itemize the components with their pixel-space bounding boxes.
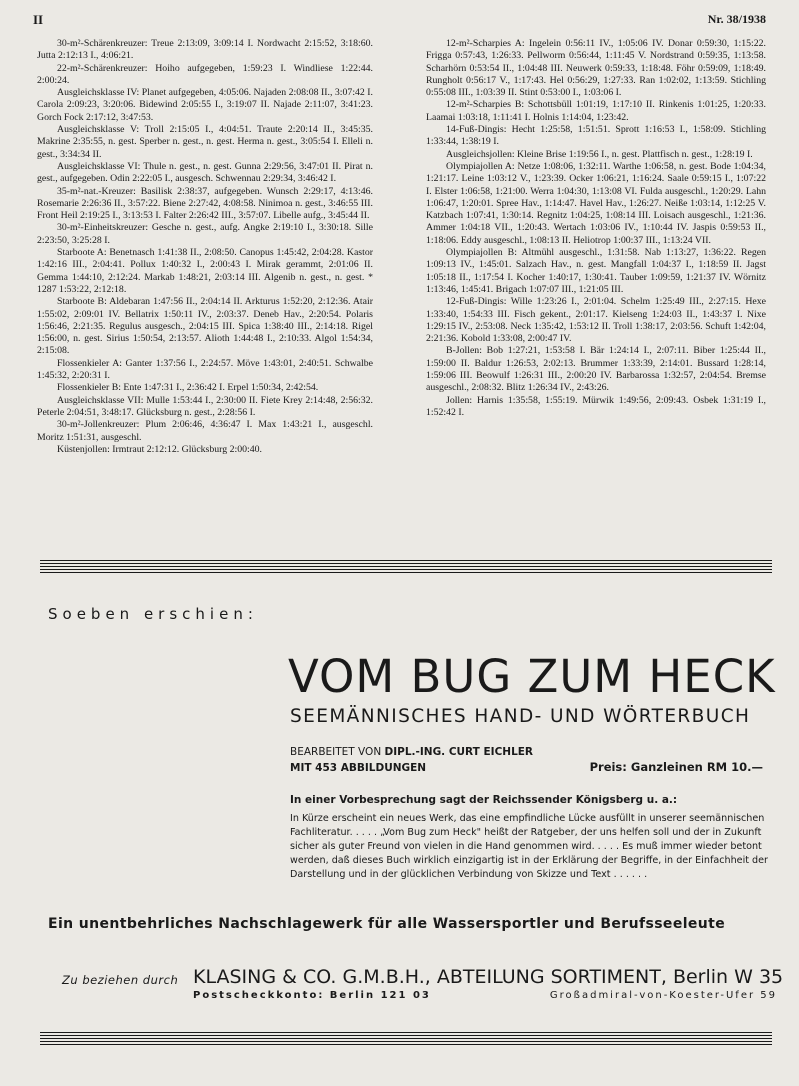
ad-slogan: Ein unentbehrliches Nachschlagewerk für alle Wassersportler und Berufsseeleute bbox=[48, 916, 726, 932]
review-text: In Kürze erscheint ein neues Werk, das eine empfindliche Lücke ausfüllt in unserer seemännischen Fachliteratur. . . . . „Vom Bug zum Heck" heißt der Ratgeber, der uns helfen soll und der in Zukunft sicher als guter Freund von vielen in die Hand genommen wird. . . . . Es muß immer wieder betont werden, daß dieses Buch wirklich einzigartig ist in der Erklärung der Begriffe, in der Einfachheit der Darstellung und in der glücklichen Verbindung von Skizze und Text . . . . . . bbox=[290, 813, 768, 880]
review-heading: In einer Vorbesprechung sagt der Reichssender Königsberg u. a.: bbox=[290, 794, 678, 806]
result-paragraph: B-Jollen: Bob 1:27:21, 1:53:58 I. Bär 1:24:14 I., 2:07:11. Biber 1:25:44 II., 1:59:00 II. Baldur 1:26:53, 2:02:13. Brummer 1:33:39, 2:14:01. Bussard 1:28:14, 1:59:06 III. Beowulf 1:26:31 III., 2:00:20 IV. Barbarossa 1:32:57, 2:04:54. Bremse ausgeschl., 2:08:32. Blitz 1:26:34 IV., 2:43:26. bbox=[426, 345, 766, 394]
results-column-left bbox=[37, 38, 373, 456]
result-paragraph: Olympiajollen B: Altmühl ausgeschl., 1:31:58. Nab 1:13:27, 1:36:22. Regen 1:09:13 IV., 1:45:01. Salzach Hav., n. gest. Mangfall 1:04:37 I., 1:18:59 II. Jagst 1:05:18 II., 1:17:54 I. Kocher 1:40:17, 1:30:41. Tauber 1:09:59, 1:21:37 IV. Wörnitz 1:13:46, 1:45:41. Brigach 1:07:07 III., 1:21:05 III. bbox=[426, 247, 766, 295]
book-subtitle: SEEMÄNNISCHES HAND- UND WÖRTERBUCH bbox=[290, 706, 751, 727]
result-paragraph: Starboote A: Benetnasch 1:41:38 II., 2:08:50. Canopus 1:45:42, 2:04:28. Kastor 1:42:16 III., 2:04:41. Pollux 1:40:32 I., 2:00:43 I. Mirak gerammt, 2:01:06 II. Gemma 1:44:10, 2:12:24. Markab 1:48:21, 2:03:14 III. Algenib n. gest., n. gest. * 1287 1:53:22, 2:12:18. bbox=[37, 247, 373, 295]
book-price: Preis: Ganzleinen RM 10.— bbox=[589, 760, 763, 774]
book-credits bbox=[290, 744, 533, 776]
result-paragraph: Küstenjollen: Irmtraut 2:12:12. Glücksburg 2:00:40. bbox=[57, 443, 262, 455]
result-paragraph: 30-m²-Einheitskreuzer: Gesche n. gest., aufg. Angke 2:19:10 I., 3:30:18. Sille 2:23:50, 3:25:28 I. bbox=[37, 222, 373, 246]
result-paragraph: 12-m²-Scharpies B: Schottsbüll 1:01:19, 1:17:10 II. Rinkenis 1:01:25, 1:20:33. Laamai 1:03:18, 1:11:41 I. Holnis 1:14:04, 1:23:42. bbox=[426, 99, 766, 123]
result-paragraph: Olympiajollen A: Netze 1:08:06, 1:32:11. Warthe 1:06:58, n. gest. Bode 1:04:34, 1:21:17. Leine 1:03:12 V., 1:23:39. Ocker 1:06:21, 1:16:24. Saale 0:59:15 I., 1:07:22 I. Elster 1:06:58, 1:21:00. Werra 1:04:30, 1:13:08 VI. Fulda ausgeschl., 1:20:29. Lahn 1:06:47, 1:20:01. Spree Hav., 1:14:47. Havel Hav., 1:26:27. Neiße 1:03:14, 1:12:25 V. Katzbach 1:07:41, 1:30:14. Regnitz 1:04:25, 1:08:14 III. Loisach ausgeschl., 1:21:36. Ammer 1:04:18 VII., 1:20:43. Wertach 1:03:06 IV., 1:10:44 IV. Jaspis 0:59:53 II., 1:18:06. Eddy ausgeschl., 1:08:13 II. Heliotrop 1:00:37 III., 1:13:24 VII. bbox=[426, 160, 766, 246]
issue-number: Nr. 38/1938 bbox=[707, 12, 766, 26]
editor-prefix: BEARBEITET VON bbox=[290, 746, 385, 758]
result-paragraph: Flossenkieler B: Ente 1:47:31 I., 2:36:42 I. Erpel 1:50:34, 2:42:54. bbox=[57, 382, 319, 394]
result-paragraph: 35-m²-nat.-Kreuzer: Basilisk 2:38:37, aufgegeben. Wunsch 2:29:17, 4:13:46. Rosemarie 2:26:36 II., 3:57:22. Biene 2:27:42, 4:08:58. Ninimoa n. gest., 3:46:55 III. Front Heil 2:19:25 I., 3:13:53 I. Falter 2:26:42 III., 3:57:07. Libelle aufg., 3:45:44 II. bbox=[37, 185, 373, 222]
page-number: II bbox=[33, 12, 44, 27]
decorative-rule-bottom bbox=[40, 1032, 772, 1046]
result-paragraph: 22-m²-Schärenkreuzer: Hoiho aufgegeben, 1:59:23 I. Windliese 1:22:44. 2:00:24. bbox=[37, 62, 373, 86]
decorative-rule-top bbox=[40, 560, 772, 574]
result-paragraph: Ausgleichsklasse VII: Mulle 1:53:44 I., 2:30:00 II. Fiete Krey 2:14:48, 2:56:32. Peterle 2:04:51, 3:48:17. Glücksburg n. gest., 2:28:56 I. bbox=[37, 394, 373, 418]
result-paragraph: Starboote B: Aldebaran 1:47:56 II., 2:04:14 II. Arkturus 1:52:20, 2:12:36. Atair 1:55:02, 2:09:01 IV. Bellatrix 1:50:11 IV., 2:03:37. Deneb Hav., 2:20:54. Polaris 1:56:46, 2:21:35. Regulus ausgesch., 2:04:15 III. Spica 1:38:40 III., 2:14:18. Rigel 1:56:00, n. gest. Sirius 1:50:54, 2:13:57. Alioth 1:44:48 I., 2:10:33. Algol 1:54:34, 2:15:08. bbox=[37, 296, 373, 357]
result-paragraph: Ausgleichsklasse VI: Thule n. gest., n. gest. Gunna 2:29:56, 3:47:01 II. Pirat n. gest., aufgegeben. Odin 2:22:05 I., ausgesch. Schwennau 2:29:34, 3:46:42 I. bbox=[37, 160, 373, 185]
book-title: VOM BUG ZUM HECK bbox=[288, 650, 776, 703]
result-paragraph: 12-m²-Scharpies A: Ingelein 0:56:11 IV., 1:05:06 IV. Donar 0:59:30, 1:15:22. Frigga 0:57:43, 1:26:33. Pellworm 0:56:44, 1:11:45 V. Nordstrand 0:59:35, 1:13:58. Scharhörn 0:53:54 II., 1:04:48 III. Neuwerk 0:59:33, 1:18:48. Föhr 0:59:09, 1:18:49. Rungholt 0:56:17 V., 1:17:43. Hel 0:56:29, 1:27:33. Ran 1:02:02, 1:13:59. Stichling 0:55:08 III., 1:03:39 II. Stint 0:53:00 I., 1:03:06 I. bbox=[426, 38, 766, 99]
editor-name: DIPL.-ING. CURT EICHLER bbox=[384, 746, 534, 758]
result-paragraph: 14-Fuß-Dingis: Hecht 1:25:58, 1:51:51. Sprott 1:16:53 I., 1:58:09. Stichling 1:33:44, 1:38:19 I. bbox=[426, 124, 766, 148]
result-paragraph: 30-m²-Schärenkreuzer: Treue 2:13:09, 3:09:14 I. Nordwacht 2:15:52, 3:18:60. Jutta 2:12:13 I., 4:06:21. bbox=[37, 38, 373, 62]
postal-account: Postscheckkonto: Berlin 121 03 bbox=[193, 990, 431, 1001]
illustrations-count: MIT 453 ABBILDUNGEN bbox=[290, 762, 427, 774]
ad-intro: Soeben erschien: bbox=[48, 605, 258, 623]
available-from: Zu beziehen durch bbox=[62, 973, 179, 987]
result-paragraph: 12-Fuß-Dingis: Wille 1:23:26 I., 2:01:04. Schelm 1:25:49 III., 2:27:15. Hexe 1:33:40, 1:54:33 III. Fisch gekent., 2:01:17. Kielseng 1:24:03 II., 1:43:37 I. Nixe 1:29:15 IV., 2:53:08. Neck 1:35:42, 1:53:12 II. Troll 1:38:17, 2:03:56. Schuft 1:42:04, 2:21:36. Kobold 1:33:08, 2:00:47 IV. bbox=[426, 296, 766, 345]
result-paragraph: Jollen: Harnis 1:35:58, 1:55:19. Mürwik 1:49:56, 2:09:43. Osbek 1:31:19 I., 1:52:42 I. bbox=[426, 394, 766, 418]
results-column-right bbox=[426, 38, 766, 419]
result-paragraph: Ausgleichsklasse V: Troll 2:15:05 I., 4:04:51. Traute 2:20:14 II., 3:45:35. Makrine 2:35:55, n. gest. Sperber n. gest., n. gest. Herma n. gest., 3:05:54 I. Elleli n. gest., 3:34:34 II. bbox=[37, 124, 373, 160]
publisher-address: Großadmiral-von-Koester-Ufer 59 bbox=[549, 990, 777, 1001]
result-paragraph: 30-m²-Jollenkreuzer: Plum 2:06:46, 4:36:47 I. Max 1:43:21 I., ausgeschl. Moritz 1:51:31, ausgeschl. bbox=[37, 419, 373, 443]
result-paragraph: Ausgleichsjollen: Kleine Brise 1:19:56 I., n. gest. Plattfisch n. gest., 1:28:19 I. bbox=[446, 148, 753, 160]
publisher: KLASING & CO. G.M.B.H., ABTEILUNG SORTIMENT, Berlin W 35 bbox=[193, 966, 784, 988]
result-paragraph: Ausgleichsklasse IV: Planet aufgegeben, 4:05:06. Najaden 2:08:08 II., 3:07:42 I. Carola 2:09:23, 3:20:06. Bidewind 2:05:55 I., 3:19:07 II. Najade 2:11:07, 3:41:23. Gorch Fock 2:17:12, 3:47:53. bbox=[37, 87, 373, 123]
result-paragraph: Flossenkieler A: Ganter 1:37:56 I., 2:24:57. Möve 1:43:01, 2:40:51. Schwalbe 1:45:32, 2:20:31 I. bbox=[37, 357, 373, 382]
